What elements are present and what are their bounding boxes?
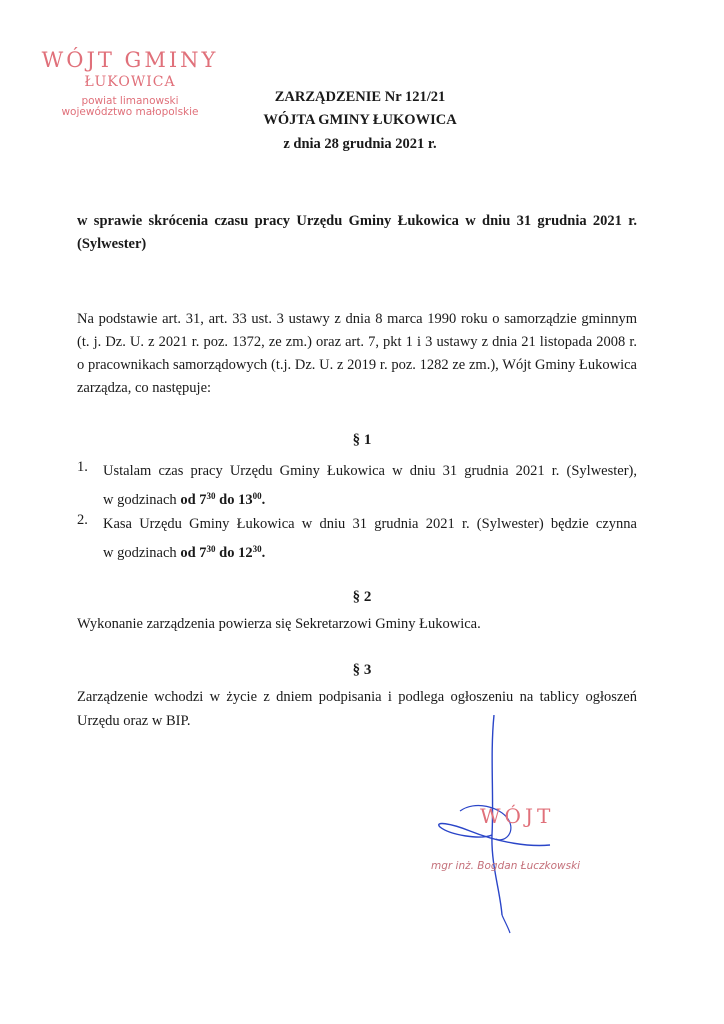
section-3-line-1: Zarządzenie wchodzi w życie z dniem podpisania i podlega ogłoszeniu na tablicy ogłoszeń [77,689,637,705]
section-3-heading: § 3 [352,662,372,678]
item-1-number: 1. [77,459,88,475]
item-2-line-2 [103,537,637,565]
item-2-number: 2. [77,512,88,528]
item-2-prefix: w godzinach [103,545,181,561]
item-2-to: do 12 [215,545,253,561]
preamble-line-3: o pracownikach samorządowych (t.j. Dz. U. z 2019 r. poz. 1282 ze zm.), Wójt Gminy Łukowica [77,357,637,373]
signature-name: mgr inż. Bogdan Łuczkowski [431,860,581,872]
item-1-to-minutes: 00 [252,491,262,501]
document-authority: WÓJTA GMINY ŁUKOWICA [263,112,457,128]
section-1-heading: § 1 [352,432,372,448]
item-2-from: od 7 [180,545,207,561]
document-title: ZARZĄDZENIE Nr 121/21 [274,89,446,105]
item-1-end: . [261,492,266,508]
item-1-line-2 [103,484,637,512]
section-2-heading: § 2 [352,589,372,605]
preamble-line-1: Na podstawie art. 31, art. 33 ust. 3 ustawy z dnia 8 marca 1990 roku o samorządzie gminnym [77,311,637,327]
signature-title: WÓJT [480,804,555,828]
stamp-county: powiat limanowski [81,95,179,107]
subject-line-2: (Sylwester) [77,236,147,252]
stamp-municipality: ŁUKOWICA [84,74,176,90]
document-date: z dnia 28 grudnia 2021 r. [283,136,437,152]
item-2-line-1: Kasa Urzędu Gminy Łukowica w dniu 31 grudnia 2021 r. (Sylwester) będzie czynna [103,516,637,532]
item-1-prefix: w godzinach [103,492,181,508]
section-3-line-2: Urzędu oraz w BIP. [77,713,191,729]
preamble-line-4: zarządza, co następuje: [77,380,212,396]
section-2-text: Wykonanie zarządzenia powierza się Sekretarzowi Gminy Łukowica. [77,616,481,632]
stamp-voivodeship: województwo małopolskie [61,106,199,118]
subject-line-1: w sprawie skrócenia czasu pracy Urzędu Gminy Łukowica w dniu 31 grudnia 2021 r. [77,213,637,229]
item-2-end: . [261,545,266,561]
item-1-from: od 7 [180,492,207,508]
item-1-from-minutes: 30 [206,491,216,501]
item-1-to: do 13 [215,492,253,508]
item-2-to-minutes: 30 [252,544,262,554]
item-2-from-minutes: 30 [206,544,216,554]
stamp-title: WÓJT GMINY [41,48,219,72]
item-1-line-1: Ustalam czas pracy Urzędu Gminy Łukowica w dniu 31 grudnia 2021 r. (Sylwester), [103,463,637,479]
preamble-line-2: (t. j. Dz. U. z 2021 r. poz. 1372, ze zm.) oraz art. 7, pkt 1 i 3 ustawy z dnia 21 listopada 2008 r. [77,334,637,350]
